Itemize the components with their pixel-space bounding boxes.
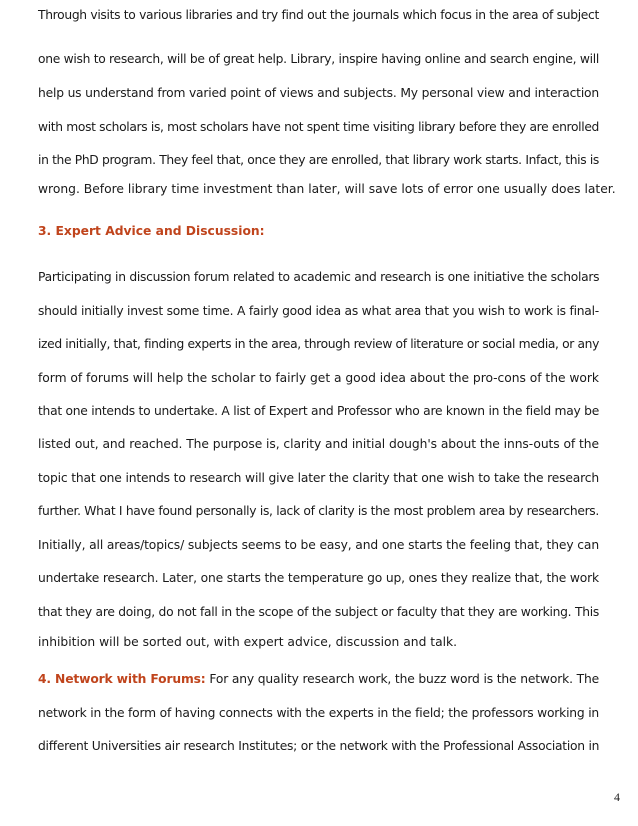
- paragraph-line: topic that one intends to research will give later the clarity that one wish to take the research: [38, 471, 599, 485]
- paragraph-line-inline: For any quality research work, the buzz word is the network. The: [205, 672, 600, 686]
- section-heading-network-forums: 4. Network with Forums:: [38, 672, 206, 686]
- paragraph-line: that they are doing, do not fall in the scope of the subject or faculty that they are working. This: [38, 605, 599, 619]
- paragraph-line: ized initially, that, finding experts in the area, through review of literature or social media, or any: [38, 337, 599, 351]
- paragraph-line: further. What I have found personally is, lack of clarity is the most problem area by researchers.: [38, 504, 599, 518]
- section-4-first-line: [38, 671, 599, 687]
- paragraph-line: inhibition will be sorted out, with expert advice, discussion and talk.: [38, 635, 458, 649]
- paragraph-line: help us understand from varied point of views and subjects. My personal view and interaction: [38, 86, 599, 100]
- paragraph-line: in the PhD program. They feel that, once they are enrolled, that library work starts. Infact, this is: [38, 153, 599, 167]
- paragraph-line: Participating in discussion forum related to academic and research is one initiative the scholars: [38, 270, 600, 284]
- paragraph-line: wrong. Before library time investment than later, will save lots of error one usually does later.: [38, 182, 616, 196]
- paragraph-line: different Universities air research Institutes; or the network with the Professional Association in: [38, 739, 600, 753]
- paragraph-line: that one intends to undertake. A list of Expert and Professor who are known in the field may be: [38, 404, 599, 418]
- paragraph-line: Through visits to various libraries and try find out the journals which focus in the area of subject: [38, 8, 599, 22]
- paragraph-line: should initially invest some time. A fairly good idea as what area that you wish to work is final-: [38, 304, 599, 318]
- paragraph-line: network in the form of having connects with the experts in the field; the professors working in: [38, 706, 600, 720]
- page-number: 4: [614, 790, 620, 804]
- paragraph-line: form of forums will help the scholar to fairly get a good idea about the pro-cons of the work: [38, 371, 599, 385]
- paragraph-line: listed out, and reached. The purpose is, clarity and initial dough's about the inns-outs of the: [38, 437, 599, 451]
- section-heading-expert-advice: 3. Expert Advice and Discussion:: [38, 224, 265, 238]
- paragraph-line: with most scholars is, most scholars have not spent time visiting library before they are enrolled: [38, 120, 599, 134]
- paragraph-line: one wish to research, will be of great help. Library, inspire having online and search engine, will: [38, 52, 599, 66]
- paragraph-line: undertake research. Later, one starts the temperature go up, ones they realize that, the work: [38, 571, 600, 585]
- paragraph-line: Initially, all areas/topics/ subjects seems to be easy, and one starts the feeling that, they can: [38, 538, 599, 552]
